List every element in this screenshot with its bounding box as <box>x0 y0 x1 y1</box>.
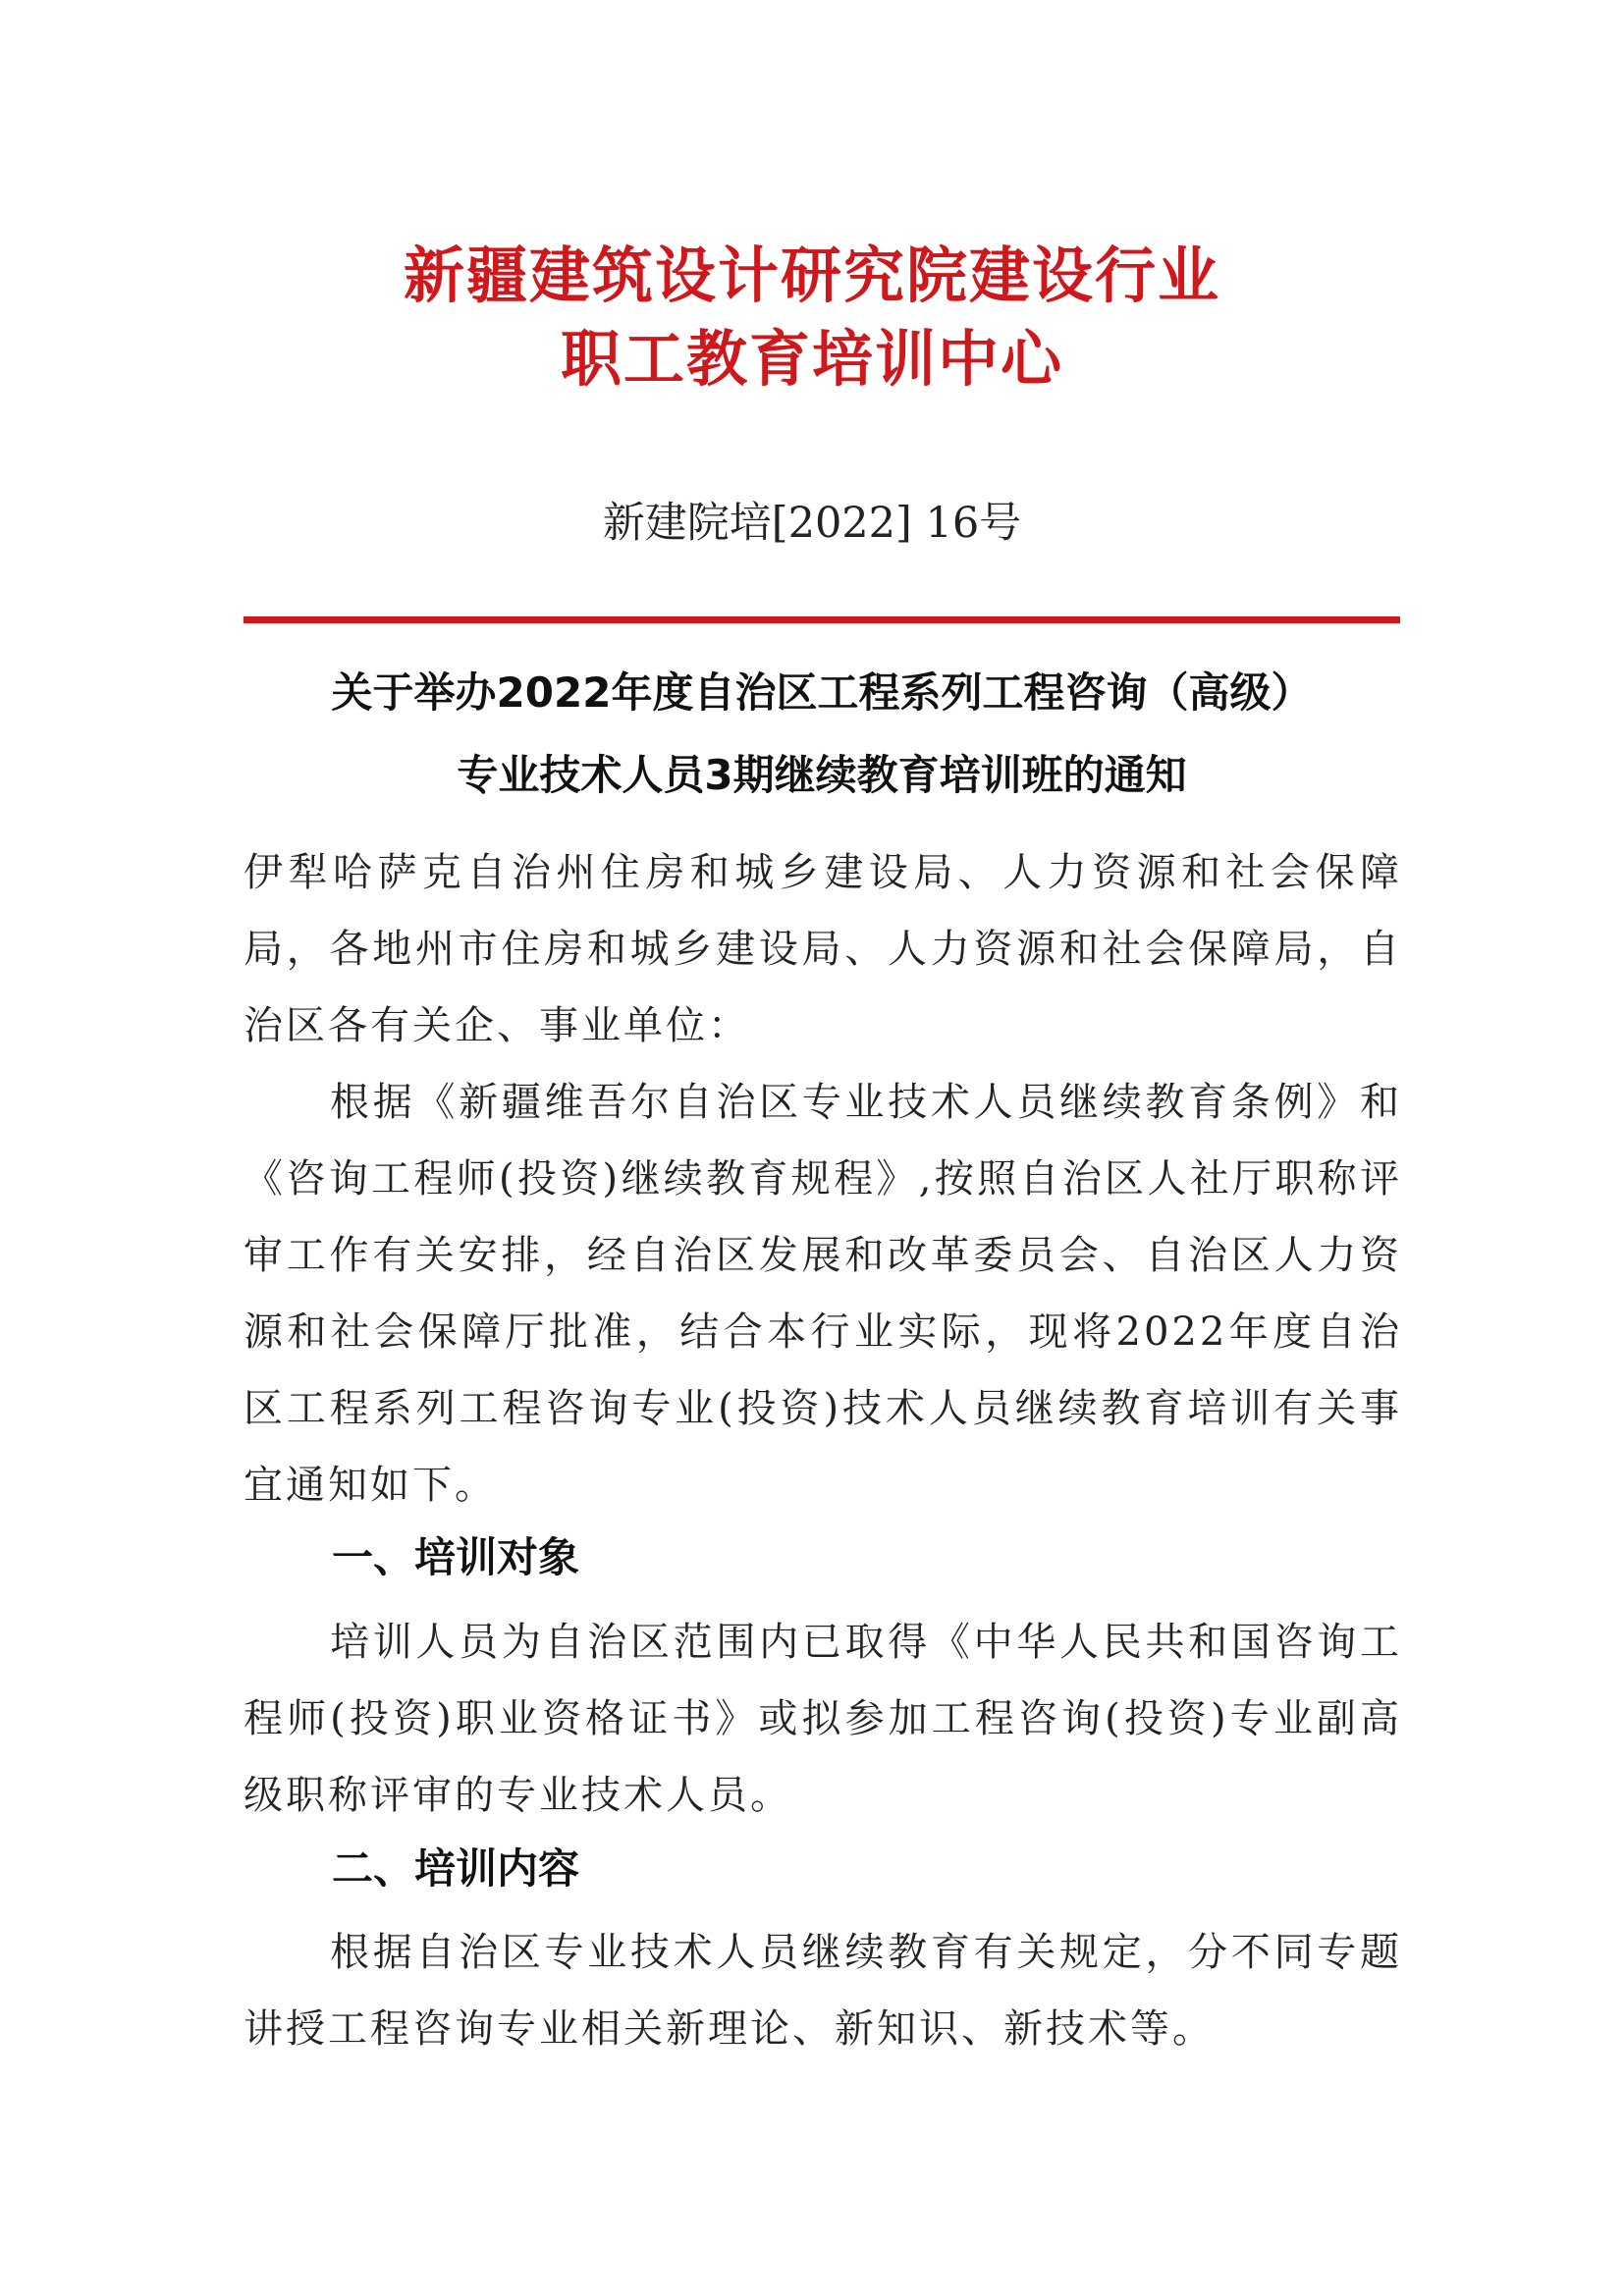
subject-line-2: 专业技术人员3期继续教育培训班的通知 <box>457 751 1187 799</box>
subject-line-1: 关于举办2022年度自治区工程系列工程咨询（高级） <box>331 668 1313 717</box>
intro-paragraph: 根据《新疆维吾尔自治区专业技术人员继续教育条例》和《咨询工程师(投资)继续教育规程》,按照自治区人社厅职称评审工作有关安排，经自治区发展和改革委员会、自治区人力资源和社会保障厅批准，结合本行业实际，现将2022年度自治区工程系列工程咨询专业(投资)技术人员继续教育培训有关事宜通知如下。 <box>244 1080 1402 1508</box>
issuer-title-line-1: 新疆建筑设计研究院建设行业 <box>403 240 1220 311</box>
section-heading-training-content: 二、培训内容 <box>332 1844 580 1893</box>
issuer-title-line-2: 职工教育培训中心 <box>560 323 1063 395</box>
red-divider-line <box>244 616 1400 623</box>
section-heading-training-target: 一、培训对象 <box>332 1533 580 1581</box>
section-text-training-content: 根据自治区专业技术人员继续教育有关规定，分不同专题讲授工程咨询专业相关新理论、新知识、新技术等。 <box>244 1930 1402 2052</box>
section-text-training-target: 培训人员为自治区范围内已取得《中华人民共和国咨询工程师(投资)职业资格证书》或拟参加工程咨询(投资)专业副高级职称评审的专业技术人员。 <box>244 1620 1402 1818</box>
document-number: 新建院培[2022] 16号 <box>602 499 1022 548</box>
addressee-paragraph: 伊犁哈萨克自治州住房和城乡建设局、人力资源和社会保障局，各地州市住房和城乡建设局、人力资源和社会保障局，自治区各有关企、事业单位： <box>244 850 1402 1048</box>
